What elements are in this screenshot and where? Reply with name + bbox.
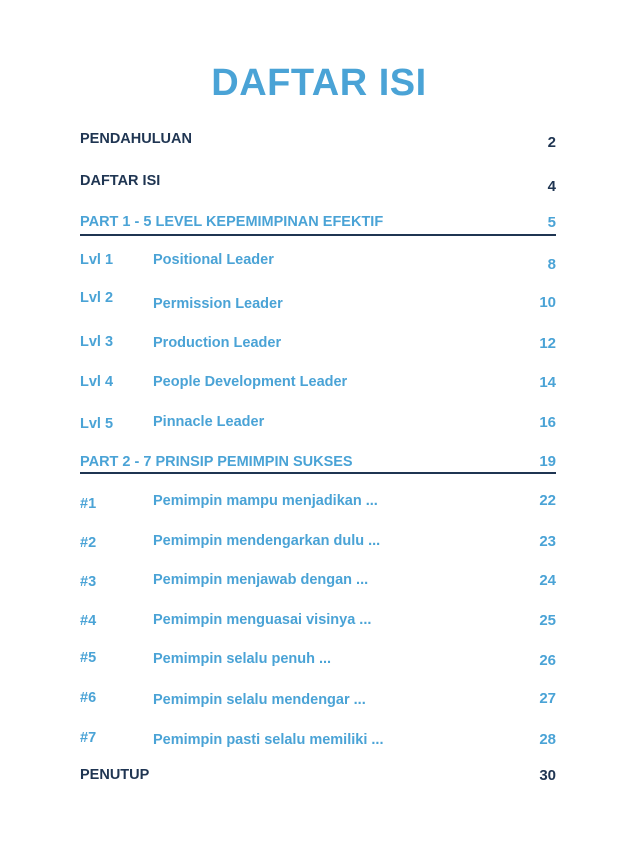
level-code: Lvl 1	[80, 252, 114, 268]
level-page: 14	[539, 374, 556, 391]
principle-code: #7	[80, 730, 97, 746]
principle-code: #4	[80, 613, 97, 629]
page-number-part-2: 19	[539, 453, 556, 470]
page-number-penutup: 30	[539, 767, 556, 784]
principle-title[interactable]: Pemimpin menjawab dengan ...	[153, 572, 369, 588]
principle-title[interactable]: Pemimpin mampu menjadikan ...	[153, 493, 378, 509]
level-title[interactable]: Production Leader	[153, 335, 282, 351]
principle-code: #3	[80, 574, 97, 590]
principle-title[interactable]: Pemimpin pasti selalu memiliki ...	[153, 732, 384, 748]
page-number-part-1: 5	[547, 214, 556, 231]
level-page: 12	[539, 335, 556, 352]
principle-title[interactable]: Pemimpin menguasai visinya ...	[153, 612, 372, 628]
principle-page: 23	[539, 533, 556, 550]
level-title[interactable]: Permission Leader	[153, 296, 283, 312]
principle-page: 24	[539, 572, 556, 589]
principle-code: #2	[80, 535, 97, 551]
level-code: Lvl 4	[80, 374, 114, 390]
principle-code: #6	[80, 690, 97, 706]
principle-page: 28	[539, 731, 556, 748]
principle-title[interactable]: Pemimpin selalu penuh ...	[153, 651, 332, 667]
principle-page: 26	[539, 652, 556, 669]
toc-entry-part-2[interactable]: PART 2 - 7 PRINSIP PEMIMPIN SUKSES	[80, 454, 353, 470]
principle-page: 22	[539, 492, 556, 509]
level-page: 8	[547, 256, 556, 273]
level-title[interactable]: Pinnacle Leader	[153, 414, 265, 430]
page-number-daftar-isi: 4	[547, 178, 556, 195]
level-code: Lvl 3	[80, 334, 114, 350]
level-code: Lvl 2	[80, 290, 114, 306]
level-code: Lvl 5	[80, 416, 114, 432]
toc-entry-daftar-isi[interactable]: DAFTAR ISI	[80, 173, 161, 189]
principle-code: #5	[80, 650, 97, 666]
level-title[interactable]: Positional Leader	[153, 252, 274, 268]
level-page: 10	[539, 294, 556, 311]
principle-page: 27	[539, 690, 556, 707]
principle-title[interactable]: Pemimpin selalu mendengar ...	[153, 692, 366, 708]
principle-code: #1	[80, 496, 97, 512]
page-number-pendahuluan: 2	[547, 134, 556, 151]
level-title[interactable]: People Development Leader	[153, 374, 348, 390]
toc-entry-pendahuluan[interactable]: PENDAHULUAN	[80, 131, 192, 147]
level-page: 16	[539, 414, 556, 431]
principle-page: 25	[539, 612, 556, 629]
page-title: DAFTAR ISI	[211, 62, 427, 104]
section-divider	[80, 234, 556, 236]
toc-entry-penutup[interactable]: PENUTUP	[80, 767, 150, 783]
principle-title[interactable]: Pemimpin mendengarkan dulu ...	[153, 533, 381, 549]
toc-entry-part-1[interactable]: PART 1 - 5 LEVEL KEPEMIMPINAN EFEKTIF	[80, 214, 384, 230]
section-divider	[80, 472, 556, 474]
